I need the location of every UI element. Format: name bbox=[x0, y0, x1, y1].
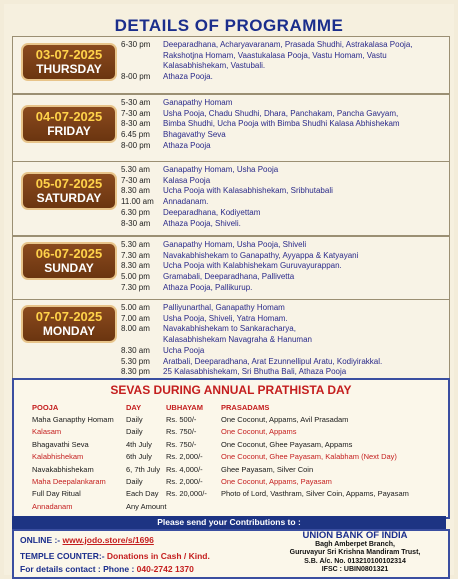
event-row bbox=[121, 119, 445, 130]
weekday-text: FRIDAY bbox=[47, 124, 91, 138]
seva-day: Daily bbox=[126, 427, 143, 437]
seva-ubhayam: Rs. 20,000/- bbox=[166, 489, 207, 499]
event-text: Navakabhishekam to Sankaracharya, bbox=[163, 324, 296, 334]
page-title: DETAILS OF PROGRAMME bbox=[114, 16, 344, 35]
date-badge bbox=[21, 43, 117, 81]
event-time: 8.30 am bbox=[121, 186, 150, 196]
event-time: 8.00 am bbox=[121, 324, 150, 334]
event-list bbox=[121, 98, 445, 152]
event-row bbox=[121, 324, 445, 335]
seva-ubhayam: Rs. 500/- bbox=[166, 415, 197, 424]
event-row bbox=[121, 251, 445, 262]
event-text: Annadanam. bbox=[163, 197, 209, 207]
seva-prasadams: One Coconut, Appams, Avil Prasadam bbox=[221, 415, 349, 424]
event-text: Ucha Pooja with Kalasabhishekam, Sribhutabali bbox=[163, 186, 333, 196]
seva-pooja: Kalasam bbox=[32, 427, 62, 437]
event-text: Usha Pooja, Chadu Shudhi, Dhara, Panchakam, Pancha Gavyam, bbox=[163, 108, 399, 118]
bank-trust: Guruvayur Sri Krishna Mandiram Trust, bbox=[289, 549, 421, 556]
seva-pooja: Kalabhishekam bbox=[32, 452, 84, 462]
online-label: ONLINE :- bbox=[20, 535, 61, 545]
date-text: 04-07-2025 bbox=[35, 109, 103, 124]
event-list bbox=[121, 303, 445, 378]
seva-pooja: Maha Deepalankaram bbox=[32, 477, 106, 486]
seva-day: Daily bbox=[126, 415, 143, 424]
event-row bbox=[121, 165, 445, 176]
event-row bbox=[121, 141, 445, 152]
date-badge bbox=[21, 172, 117, 210]
event-time: 6.30 pm bbox=[121, 207, 150, 217]
event-text: Ganapathy Homam bbox=[163, 98, 233, 107]
header-prasadams: PRASADAMS bbox=[221, 403, 270, 412]
event-time: 8-00 pm bbox=[121, 140, 151, 150]
event-time: 5.30 pm bbox=[121, 356, 150, 366]
event-time: 8-30 am bbox=[121, 119, 151, 129]
event-text: Ucha Pooja with Kalabhishekam Guruvayurappan. bbox=[163, 261, 342, 271]
event-text: Athaza Pooja, Shiveli. bbox=[163, 218, 241, 228]
event-time: 7.30 am bbox=[121, 250, 150, 260]
event-row bbox=[121, 335, 445, 346]
event-text: Athaza Pooja, Pallikurup. bbox=[163, 282, 253, 292]
event-list bbox=[121, 240, 445, 294]
event-text: Gramabali, Deeparadhana, Pallivetta bbox=[163, 272, 295, 282]
event-time: 7-30 am bbox=[121, 175, 151, 185]
seva-pooja: Annadanam bbox=[32, 501, 73, 511]
event-text: 25 Kalasabhishekam, Sri Bhutha Bali, Athaza Pooja bbox=[163, 367, 347, 377]
contribution-banner: Please send your Contributions to : bbox=[12, 516, 446, 529]
event-time: 7.00 am bbox=[121, 313, 150, 323]
temple-counter-line bbox=[20, 551, 210, 561]
event-row bbox=[121, 303, 445, 314]
date-text: 07-07-2025 bbox=[35, 309, 103, 324]
event-text: Kalasa Pooja bbox=[163, 175, 211, 185]
seva-prasadams: One Coconut, Appams bbox=[221, 427, 297, 437]
event-time: 5.30 am bbox=[121, 165, 150, 174]
seva-pooja: Maha Ganapthy Homam bbox=[32, 415, 114, 424]
event-text: Bimba Shudhi, Ucha Pooja with Bimba Shudhi Kalasa Abhishekam bbox=[163, 119, 400, 129]
event-list bbox=[121, 165, 445, 229]
event-row bbox=[121, 109, 445, 120]
event-time: 5.00 pm bbox=[121, 272, 150, 282]
event-text: Kalasabhishekam, Vastubali. bbox=[163, 61, 266, 71]
event-text: Navakabhishekam to Ganapathy, Ayyappa & Katyayani bbox=[163, 250, 359, 260]
event-time: 8.30 pm bbox=[121, 367, 150, 377]
seva-day: 6, 7th July bbox=[126, 464, 161, 474]
event-time: 5.30 am bbox=[121, 240, 150, 249]
seva-pooja: Bhagavathi Seva bbox=[32, 439, 89, 449]
bank-branch: Bagh Amberpet Branch, bbox=[315, 540, 395, 548]
date-text: 06-07-2025 bbox=[35, 246, 103, 261]
event-text: Palliyunarthal, Ganapathy Homam bbox=[163, 303, 285, 312]
header-day: DAY bbox=[126, 403, 142, 412]
date-badge bbox=[21, 242, 117, 280]
day-block bbox=[12, 161, 450, 236]
seva-pooja: Full Day Ritual bbox=[32, 489, 81, 499]
event-time: 8-00 pm bbox=[121, 72, 151, 82]
event-text: Athaza Pooja bbox=[163, 140, 211, 150]
event-text: Ganapathy Homam, Usha Pooja, Shiveli bbox=[163, 240, 307, 249]
event-text: Rakshotjna Homam, Vaastukalasa Pooja, Vastu Homam, Vastu bbox=[163, 50, 387, 60]
event-time: 5.00 am bbox=[121, 303, 150, 312]
event-row bbox=[121, 61, 445, 72]
event-row bbox=[121, 261, 445, 272]
seva-day: Any Amount bbox=[126, 501, 167, 511]
event-time bbox=[121, 51, 163, 62]
online-line bbox=[20, 535, 154, 545]
event-time: 6-30 pm bbox=[121, 40, 151, 49]
header-ubhayam: UBHAYAM bbox=[166, 403, 203, 412]
seva-pooja: Navakabhishekam bbox=[32, 464, 94, 474]
online-link[interactable]: www.jodo.store/s/1696 bbox=[62, 535, 154, 545]
event-text: Deeparadhana, Acharyavaranam, Prasada Shudhi, Astrakalasa Pooja, bbox=[163, 40, 413, 49]
event-row bbox=[121, 208, 445, 219]
bank-account: S.B. A/c. No. 013210100102314 bbox=[304, 557, 406, 565]
event-text: Athaza Pooja. bbox=[163, 72, 213, 82]
seva-day: Each Day bbox=[126, 489, 159, 499]
event-time: 8.30 am bbox=[121, 345, 150, 355]
event-row bbox=[121, 40, 445, 51]
header-pooja: POOJA bbox=[32, 403, 59, 412]
event-time bbox=[121, 61, 163, 72]
seva-ubhayam: Rs. 4,000/- bbox=[166, 464, 203, 474]
contact-line bbox=[20, 564, 194, 574]
seva-prasadams: One Coconut, Ghee Payasam, Kalabham (Next Day) bbox=[221, 452, 397, 462]
seva-ubhayam: Rs. 2,000/- bbox=[166, 477, 203, 486]
date-badge bbox=[21, 305, 117, 343]
weekday-text: THURSDAY bbox=[36, 62, 102, 76]
seva-ubhayam: Rs. 750/- bbox=[166, 439, 197, 449]
event-time: 11.00 am bbox=[121, 197, 154, 207]
bank-ifsc: IFSC : UBIN0801321 bbox=[321, 566, 389, 573]
date-text: 03-07-2025 bbox=[35, 47, 103, 62]
counter-label: TEMPLE COUNTER:- bbox=[20, 551, 105, 561]
event-row bbox=[121, 219, 445, 230]
event-row bbox=[121, 186, 445, 197]
programme-poster bbox=[4, 4, 454, 575]
weekday-text: MONDAY bbox=[42, 324, 96, 338]
seva-prasadams: One Coconut, Appams, Payasam bbox=[221, 477, 332, 486]
event-time bbox=[121, 335, 163, 346]
contact-label: For details contact : Phone : bbox=[20, 564, 135, 574]
event-row bbox=[121, 98, 445, 109]
event-row bbox=[121, 367, 445, 378]
event-row bbox=[121, 72, 445, 83]
day-block bbox=[12, 36, 450, 94]
event-text: Usha Pooja, Shiveli, Yatra Homam. bbox=[163, 313, 288, 323]
weekday-text: SATURDAY bbox=[36, 191, 102, 205]
event-row bbox=[121, 176, 445, 187]
seva-ubhayam: Rs. 750/- bbox=[166, 427, 197, 437]
event-list bbox=[121, 40, 445, 83]
date-text: 05-07-2025 bbox=[35, 176, 103, 191]
event-row bbox=[121, 346, 445, 357]
day-block bbox=[12, 236, 450, 300]
event-time: 6.45 pm bbox=[121, 130, 150, 140]
weekday-text: SUNDAY bbox=[44, 261, 94, 275]
day-block bbox=[12, 299, 450, 379]
bank-details bbox=[266, 532, 444, 575]
contact-panel bbox=[12, 529, 450, 579]
seva-prasadams: Ghee Payasam, Silver Coin bbox=[221, 464, 314, 474]
event-row bbox=[121, 51, 445, 62]
event-time: 7-30 am bbox=[121, 108, 151, 118]
event-time: 5-30 am bbox=[121, 98, 151, 107]
seva-prasadams: One Coconut, Ghee Payasam, Appams bbox=[221, 439, 353, 449]
event-text: Ganapathy Homam, Usha Pooja bbox=[163, 165, 279, 174]
event-row bbox=[121, 272, 445, 283]
event-text: Ucha Pooja bbox=[163, 345, 205, 355]
event-time: 8.30 am bbox=[121, 261, 150, 271]
event-row bbox=[121, 130, 445, 141]
event-row bbox=[121, 314, 445, 325]
event-row bbox=[121, 240, 445, 251]
contact-phone[interactable]: 040-2742 1370 bbox=[136, 564, 194, 574]
day-block bbox=[12, 94, 450, 162]
counter-value: Donations in Cash / Kind. bbox=[106, 551, 210, 561]
seva-ubhayam: Rs. 2,000/- bbox=[166, 452, 203, 462]
event-text: Bhagavathy Seva bbox=[163, 130, 226, 140]
bank-name: UNION BANK OF INDIA bbox=[302, 530, 408, 541]
seva-prasadams: Photo of Lord, Vasthram, Silver Coin, Appams, Payasam bbox=[221, 489, 409, 499]
seva-day: 4th July bbox=[126, 439, 152, 449]
event-row bbox=[121, 357, 445, 368]
seva-day: 6th July bbox=[126, 452, 152, 462]
event-text: Deeparadhana, Kodiyettam bbox=[163, 207, 261, 217]
seva-day: Daily bbox=[126, 477, 143, 486]
date-badge bbox=[21, 105, 117, 143]
sevas-title: SEVAS DURING ANNUAL PRATHISTA DAY bbox=[110, 383, 352, 397]
sevas-panel bbox=[12, 378, 450, 519]
event-row bbox=[121, 197, 445, 208]
event-row bbox=[121, 283, 445, 294]
event-text: Kalasabhishekam Navagraha & Hanuman bbox=[163, 335, 312, 345]
event-time: 7.30 pm bbox=[121, 282, 150, 292]
event-time: 8-30 am bbox=[121, 218, 151, 228]
event-text: Aratbali, Deeparadhana, Arat Ezunnellipul Aratu, Kodiyirakkal. bbox=[163, 356, 383, 366]
